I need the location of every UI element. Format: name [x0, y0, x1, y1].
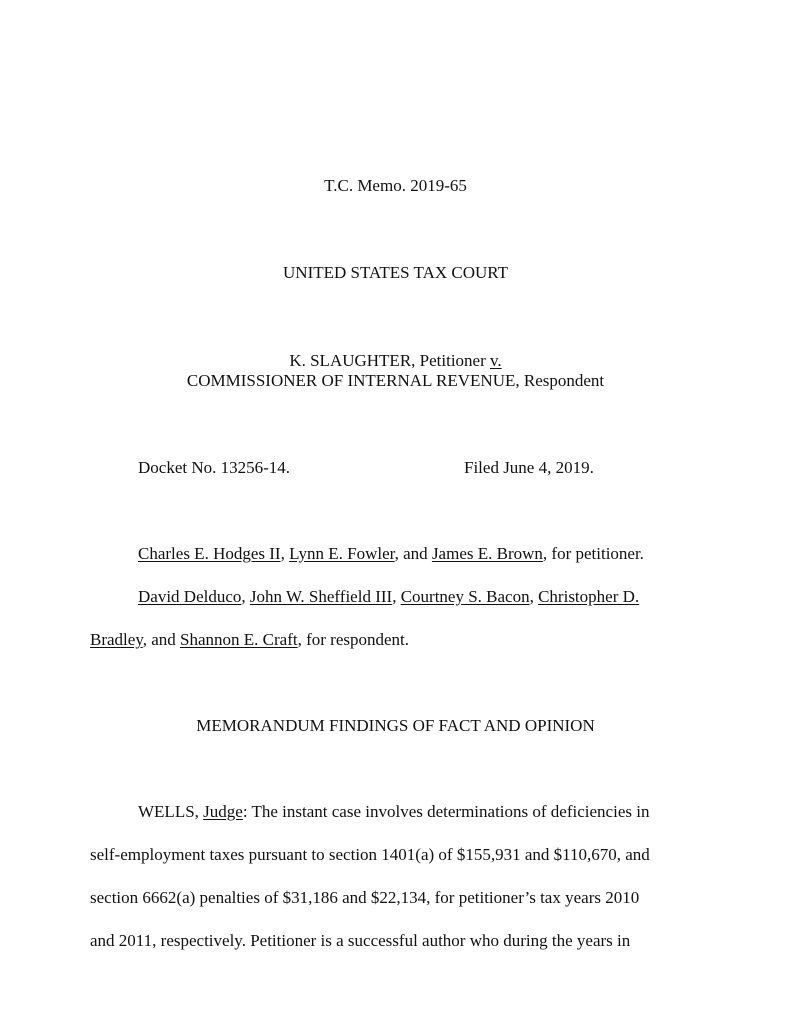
memo-number: T.C. Memo. 2019-65 — [324, 176, 467, 195]
opinion-line-4: and 2011, respectively. Petitioner is a successful author who during the years in — [90, 931, 631, 950]
opinion-line-2: self-employment taxes pursuant to section 1401(a) of $155,931 and $110,670, and — [90, 845, 650, 864]
counsel-name: Shannon E. Craft — [180, 630, 298, 649]
petitioner-counsel-line — [138, 544, 644, 564]
caption-petitioner: K. SLAUGHTER, Petitioner — [289, 351, 486, 370]
counsel-separator: , and — [142, 630, 181, 649]
docket-number: Docket No. 13256-14. — [138, 458, 291, 477]
respondent-counsel-line-2 — [90, 630, 409, 650]
counsel-name: John W. Sheffield III — [249, 587, 393, 606]
counsel-role: , for respondent. — [297, 630, 410, 649]
opinion-line-1 — [138, 802, 649, 822]
counsel-separator: , — [241, 587, 250, 606]
counsel-separator: , and — [394, 544, 432, 563]
respondent-counsel-line-1 — [138, 587, 639, 607]
counsel-name: Bradley — [90, 630, 143, 649]
counsel-name: Christopher D. — [538, 587, 640, 606]
opinion-heading: MEMORANDUM FINDINGS OF FACT AND OPINION — [196, 716, 595, 735]
counsel-name: Lynn E. Fowler — [289, 544, 395, 563]
judge-title: Judge — [203, 802, 243, 821]
court-name: UNITED STATES TAX COURT — [283, 263, 508, 282]
counsel-name: Charles E. Hodges II — [138, 544, 281, 563]
counsel-separator: , — [529, 587, 539, 606]
opinion-text: : The instant case involves determinations of deficiencies in — [242, 802, 650, 821]
counsel-name: Courtney S. Bacon — [400, 587, 530, 606]
counsel-separator: , — [392, 587, 401, 606]
counsel-name: David Delduco — [138, 587, 242, 606]
caption-versus: v. — [490, 351, 502, 370]
filed-date: Filed June 4, 2019. — [464, 458, 594, 477]
caption-respondent: COMMISSIONER OF INTERNAL REVENUE, Respondent — [186, 371, 605, 390]
counsel-role: , for petitioner. — [542, 544, 644, 563]
judge-name: WELLS, — [138, 802, 199, 821]
counsel-separator: , — [280, 544, 290, 563]
caption-petitioner-line — [0, 351, 791, 371]
counsel-name: James E. Brown — [431, 544, 543, 563]
opinion-line-3: section 6662(a) penalties of $31,186 and $22,134, for petitioner’s tax years 2010 — [90, 888, 640, 907]
